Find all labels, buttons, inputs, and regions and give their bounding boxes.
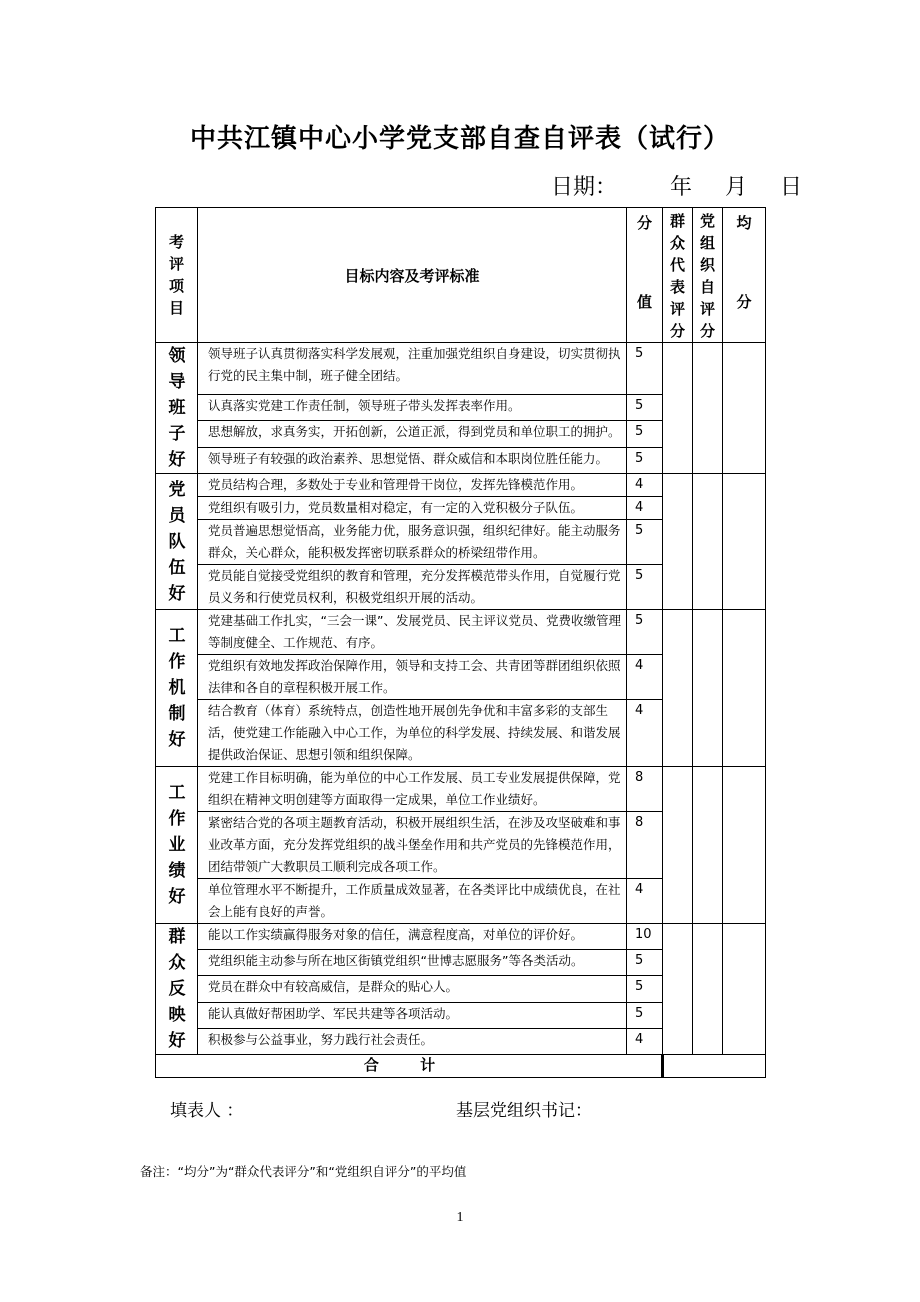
party-score-cell[interactable] <box>693 767 723 924</box>
criteria-row <box>156 610 766 655</box>
score-value: 5 <box>627 950 663 976</box>
score-value: 5 <box>627 447 663 473</box>
average-cell[interactable] <box>723 767 766 924</box>
score-value: 10 <box>627 924 663 950</box>
average-cell[interactable] <box>723 343 766 474</box>
criteria-text: 积极参与公益事业，努力践行社会责任。 <box>198 1028 627 1054</box>
header-average: 均 分 <box>723 208 766 343</box>
score-value: 4 <box>627 700 663 767</box>
party-score-cell[interactable] <box>693 610 723 767</box>
criteria-text: 领导班子认真贯彻落实科学发展观，注重加强党组织自身建设，切实贯彻执行党的民主集中制，班子健全团结。 <box>198 343 627 395</box>
masses-score-cell[interactable] <box>663 474 693 610</box>
note: 备注：“均分”为“群众代表评分”和“党组织自评分”的平均值 <box>140 1164 467 1179</box>
criteria-text: 能认真做好帮困助学、军民共建等各项活动。 <box>198 1002 627 1028</box>
score-value: 5 <box>627 565 663 610</box>
score-value: 8 <box>627 767 663 812</box>
evaluation-table <box>155 207 766 1078</box>
criteria-row <box>156 343 766 395</box>
criteria-text: 思想解放，求真务实，开拓创新，公道正派，得到党员和单位职工的拥护。 <box>198 421 627 447</box>
criteria-row <box>156 767 766 812</box>
criteria-text: 能以工作实绩赢得服务对象的信任，满意程度高，对单位的评价好。 <box>198 924 627 950</box>
header-content: 目标内容及考评标准 <box>198 208 627 343</box>
criteria-text: 紧密结合党的各项主题教育活动，积极开展组织生活，在涉及攻坚破难和事业改革方面，充分发挥党组织的战斗堡垒作用和共产党员的先锋模范作用，团结带领广大教职员工顺利完成各项工作。 <box>198 812 627 879</box>
criteria-text: 领导班子有较强的政治素养、思想觉悟、群众威信和本职岗位胜任能力。 <box>198 447 627 473</box>
category-cell: 领导班子好 <box>156 343 198 474</box>
score-value: 4 <box>627 655 663 700</box>
header-item: 考评项目 <box>156 208 198 343</box>
date-year: 年 <box>670 175 693 200</box>
category-cell: 工作机制好 <box>156 610 198 767</box>
criteria-row <box>156 924 766 950</box>
category-cell: 党员队伍好 <box>156 474 198 610</box>
secretary-label: 基层党组织书记： <box>456 1101 592 1121</box>
score-value: 4 <box>627 1028 663 1054</box>
header-masses-score: 群众代表评分 <box>663 208 693 343</box>
party-score-cell[interactable] <box>693 343 723 474</box>
party-score-cell[interactable] <box>693 474 723 610</box>
score-value: 8 <box>627 812 663 879</box>
criteria-text: 党组织有吸引力，党员数量相对稳定，有一定的入党积极分子队伍。 <box>198 497 627 520</box>
score-value: 5 <box>627 421 663 447</box>
criteria-text: 党建基础工作扎实，“三会一课”、发展党员、民主评议党员、党费收缴管理等制度健全、工作规范、有序。 <box>198 610 627 655</box>
criteria-text: 党组织能主动参与所在地区街镇党组织“世博志愿服务”等各类活动。 <box>198 950 627 976</box>
filler-label: 填表人 ： <box>170 1101 244 1121</box>
criteria-text: 党组织有效地发挥政治保障作用，领导和支持工会、共青团等群团组织依照法律和各自的章程积极开展工作。 <box>198 655 627 700</box>
masses-score-cell[interactable] <box>663 767 693 924</box>
page-number: 1 <box>456 1210 464 1225</box>
criteria-text: 党员在群众中有较高威信，是群众的贴心人。 <box>198 976 627 1002</box>
score-value: 4 <box>627 474 663 497</box>
criteria-text: 认真落实党建工作责任制，领导班子带头发挥表率作用。 <box>198 394 627 420</box>
average-cell[interactable] <box>723 610 766 767</box>
header-row <box>156 208 766 343</box>
date-label: 日期： <box>551 175 618 200</box>
page-title: 中共江镇中心小学党支部自查自评表（试行） <box>189 124 730 154</box>
masses-score-cell[interactable] <box>663 610 693 767</box>
category-cell: 工作业绩好 <box>156 767 198 924</box>
total-row <box>156 1055 766 1078</box>
average-cell[interactable] <box>723 924 766 1055</box>
score-value: 5 <box>627 394 663 420</box>
criteria-text: 党员能自觉接受党组织的教育和管理，充分发挥模范带头作用，自觉履行党员义务和行使党员权利，积极党组织开展的活动。 <box>198 565 627 610</box>
criteria-text: 党建工作目标明确，能为单位的中心工作发展、员工专业发展提供保障，党组织在精神文明创建等方面取得一定成果，单位工作业绩好。 <box>198 767 627 812</box>
party-score-cell[interactable] <box>693 924 723 1055</box>
criteria-text: 党员结构合理，多数处于专业和管理骨干岗位，发挥先锋模范作用。 <box>198 474 627 497</box>
header-score: 分 值 <box>627 208 663 343</box>
score-value: 5 <box>627 343 663 395</box>
total-label: 合 计 <box>156 1055 663 1078</box>
criteria-text: 单位管理水平不断提升，工作质量成效显著，在各类评比中成绩优良，在社会上能有良好的声誉。 <box>198 879 627 924</box>
criteria-text: 党员普遍思想觉悟高，业务能力优，服务意识强，组织纪律好。能主动服务群众，关心群众，能积极发挥密切联系群众的桥梁纽带作用。 <box>198 520 627 565</box>
score-value: 4 <box>627 497 663 520</box>
score-value: 5 <box>627 520 663 565</box>
average-cell[interactable] <box>723 474 766 610</box>
score-value: 5 <box>627 610 663 655</box>
total-value-cell[interactable] <box>663 1055 766 1078</box>
header-party-score: 党组织自评分 <box>693 208 723 343</box>
date-day: 日 <box>780 175 803 200</box>
score-value: 5 <box>627 1002 663 1028</box>
criteria-text: 结合教育（体育）系统特点，创造性地开展创先争优和丰富多彩的支部生活，使党建工作能融入中心工作，为单位的科学发展、持续发展、和谐发展提供政治保证、思想引领和组织保障。 <box>198 700 627 767</box>
date-month: 月 <box>725 175 748 200</box>
masses-score-cell[interactable] <box>663 924 693 1055</box>
date-line <box>551 170 802 201</box>
masses-score-cell[interactable] <box>663 343 693 474</box>
score-value: 4 <box>627 879 663 924</box>
score-value: 5 <box>627 976 663 1002</box>
criteria-row <box>156 474 766 497</box>
category-cell: 群众反映好 <box>156 924 198 1055</box>
